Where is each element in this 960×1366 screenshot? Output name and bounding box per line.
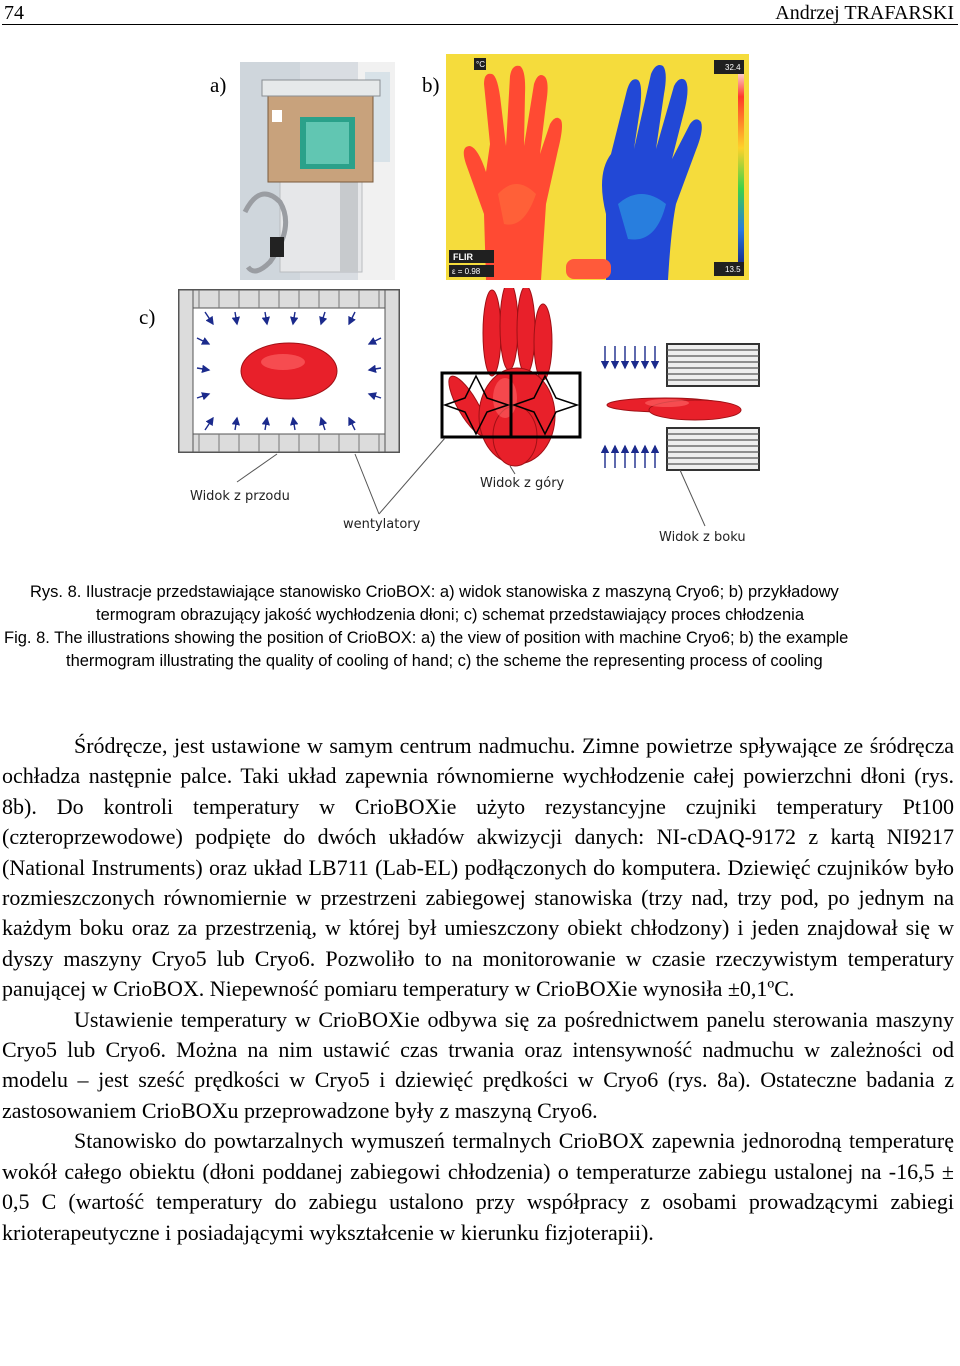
running-header bbox=[0, 0, 960, 26]
flir-logo: FLIR bbox=[453, 252, 473, 262]
top-view-hand bbox=[442, 288, 555, 466]
side-view-label: Widok z boku bbox=[659, 530, 746, 545]
temp-max-readout: 32.4 bbox=[725, 63, 741, 72]
side-view-box bbox=[605, 344, 759, 470]
header-rule bbox=[2, 24, 958, 25]
caption-pl-line-2: termogram obrazujący jakość wychłodzenia dłoni; c) schemat przedstawiający proces chłodzenia bbox=[96, 606, 804, 624]
photo-criobox-station bbox=[240, 62, 395, 280]
temp-min-readout: 13.5 bbox=[725, 265, 741, 274]
thermogram-image bbox=[446, 54, 749, 280]
fans-label: wentylatory bbox=[343, 517, 421, 532]
label-b: b) bbox=[422, 73, 440, 97]
caption-en-line-1: Fig. 8. The illustrations showing the position of CrioBOX: a) the view of position with machine Cryo6; b) the example bbox=[4, 629, 849, 647]
caption-pl-line-1: Rys. 8. Ilustracje przedstawiające stanowisko CrioBOX: a) widok stanowiska z maszyną Cryo6; b) przykładowy bbox=[30, 583, 839, 601]
caption-english bbox=[4, 627, 949, 673]
front-view-label: Widok z przodu bbox=[190, 489, 290, 504]
cooling-scheme-diagram bbox=[175, 288, 795, 550]
caption-polish bbox=[30, 581, 945, 627]
paragraph-3: Stanowisko do powtarzalnych wymuszeń termalnych CrioBOX zapewnia jednorodną temperaturę wokół całego obiektu (dłoni poddanej zabiegowi chłodzenia) o temperaturze zabiegu ustalonej na -16,5 ± 0,5 C (wartość temperatury do zabiegu ustalono przy współpracy z osobami prowadzącymi zabiegi krioterapeutyczne i posiadającymi wykształcenie w kierunku fizjoterapii). bbox=[2, 1128, 954, 1245]
page-number: 74 bbox=[4, 2, 24, 24]
front-view-box bbox=[179, 290, 399, 452]
paragraph-1: Śródręcze, jest ustawione w samym centrum nadmuchu. Zimne powietrze spływające ze śródręcza ochładza następnie palce. Taki układ zapewnia równomierne wychłodzenie całej powierzchni dłoni (rys. 8b). Do kontroli temperatury w CrioBOXie użyto rezystancyjne czujniki temperatury Pt100 (czteroprzewodowe) podpięte do dwóch układów akwizycji danych: NI-cDAQ-9172 z kartą NI9217 (National Instruments) oraz układ LB711 (Lab-EL) podłączonych do komputera. Dziewięć czujników było rozmieszczonych równomiernie w przestrzeni zabiegowej stanowiska (trzy nad, trzy pod, po jednym na każdym boku oraz za przestrzenią, w której był umieszczony obiekt chłodzony) i jeden znajdował się w dyszy maszyny Cryo5 lub Cryo6. Pozwoliło to na monitorowanie w czasie rzeczywistym temperatury panującej w CrioBOX. Niepewność pomiaru temperatury w CrioBOXie wynosiła ±0,1ºC. bbox=[2, 733, 954, 1002]
label-a: a) bbox=[210, 73, 227, 97]
top-view-label: Widok z góry bbox=[480, 476, 565, 491]
running-author: Andrzej TRAFARSKI bbox=[775, 2, 954, 24]
caption-en-line-2: thermogram illustrating the quality of cooling of hand; c) the scheme the representing process of cooling bbox=[66, 652, 823, 670]
emissivity-readout: ε = 0.98 bbox=[452, 267, 481, 276]
body-text bbox=[2, 731, 954, 1248]
paragraph-2: Ustawienie temperatury w CrioBOXie odbywa się za pośrednictwem panelu sterowania maszyny Cryo5 lub Cryo6. Można na nim ustawić czas trwania oraz intensywność nadmuchu w zależności od modelu – jest sześć prędkości w Cryo5 i dziewięć prędkości w Cryo6 (rys. 8a). Ostateczne badania z zastosowaniem CrioBOXu przeprowadzone były z maszyną Cryo6. bbox=[2, 1006, 954, 1123]
label-c: c) bbox=[139, 305, 156, 329]
unit-mark: °C bbox=[476, 60, 485, 69]
